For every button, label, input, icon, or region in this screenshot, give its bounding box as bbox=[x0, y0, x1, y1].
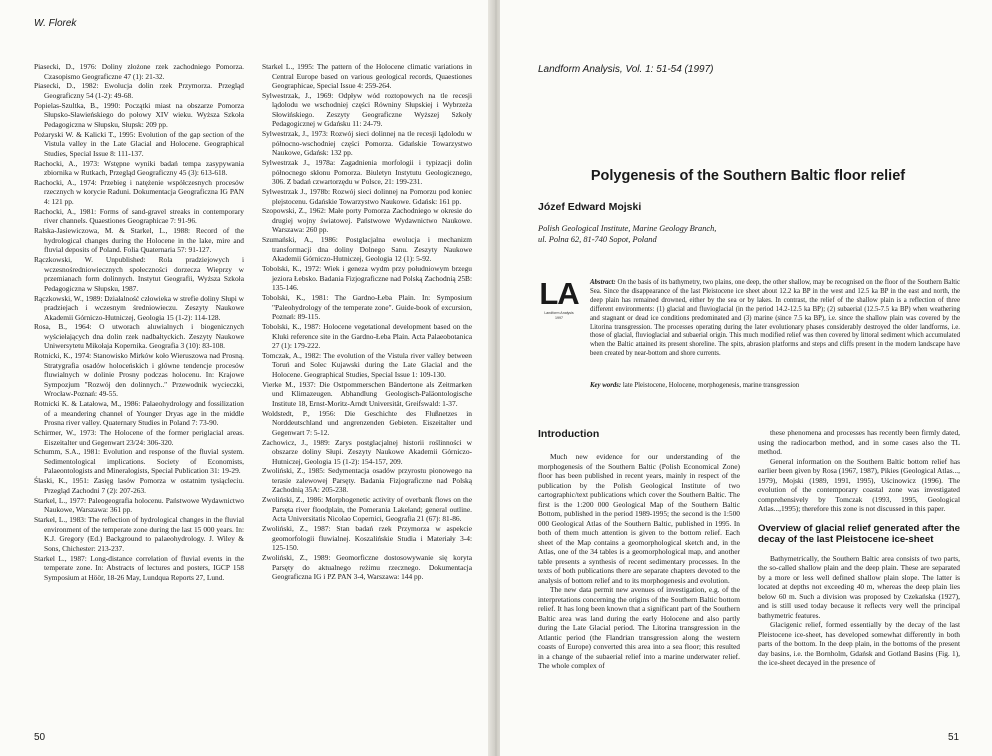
affiliation-line-2: ul. Polna 62, 81-740 Sopot, Poland bbox=[538, 235, 657, 244]
body-paragraph: Much new evidence for our understanding of the morphogenesis of the Southern Baltic (Polish Economical Zone) floor has been published in recent years, mainly in respect of the publication by the Polish Geological Institute of two cartographic/text publications which cover the Southern Baltic. The first is the 1:200 000 Geological Map of the Southern Baltic Bottom, published in the period 1989-1995; the second is the 1:500 000 Geological Atlas of the Southern Baltic, published in 1995. In both of them much attention is given to the bottom relief. Each sheet of the Map contains a geomorphological sketch and, in the Atlas, one of the 34 tables is a geomorphological map, and another table presents a synthesis of recent sedimentary processes. In the texts of both publications there are separate chapters devoted to the analysis of bottom relief and to its morphogenesis and evolution. bbox=[538, 452, 740, 585]
keywords-label: Key words: bbox=[590, 382, 622, 389]
reference-entry: Ralska-Jasiewiczowa, M. & Starkel, L., 1988: Record of the hydrological changes during the Holocene in the lake, mire and fluvial deposits of Poland. Folia Quaternaria 57: 91-127. bbox=[34, 226, 244, 255]
reference-entry: Tobolski, K., 1987: Holocene vegetational development based on the Kluki reference site in the Gardno-Łeba Plain. Acta Palaeobotanica 27 (1): 179-222. bbox=[262, 322, 472, 351]
page-number-left: 50 bbox=[34, 732, 46, 743]
journal-logo-mark: LA bbox=[539, 276, 579, 311]
author-affiliation bbox=[538, 223, 768, 245]
reference-entry: Starkel, L., 1977: Paleogeografia holocenu. Państwowe Wydawnictwo Naukowe, Warszawa: 361 pp. bbox=[34, 495, 244, 515]
reference-entry: Woldstedt, P., 1956: Die Geschichte des Flußnetzes in Norddeutschland und angrenzenden Gebieten. Eiszeitalter und Gegenwart 7: 5-12. bbox=[262, 408, 472, 437]
reference-entry: Sylwestrzak, J., 1969: Odpływ wód roztopowych na tle recesji lądolodu we wschodniej części Równiny Słupskiej i Wybrzeża Słowińskiego. Zeszyty Geograficzne Wyższej Szkoły Pedagogicznej w Gdańsku 11: 24-79. bbox=[262, 90, 472, 129]
reference-entry: Zwoliński, Z., 1989: Geomorficzne dostosowywanie się koryta Parsęty do aktualnego reżimu rzecznego. Dokumentacja Geograficzna IG i PZ PAN 3-4, Warszawa: 144 pp. bbox=[262, 553, 472, 582]
reference-entry: Rosa, B., 1964: O utworach aluwialnych i biogenicznych wyściełających dna dolin rzek nadbałtyckich. Zeszyty Naukowe Uniwersytetu Mikołaja Kopernika. Geografia 3 (10): 83-108. bbox=[34, 322, 244, 351]
reference-entry: Zwoliński, Z., 1987: Stan badań rzek Przymorza w aspekcie geomorfologii fluwialnej. Koszalińskie Studia i Materiały 3-4: 125-150. bbox=[262, 524, 472, 553]
logo-caption-line-2: 1997 bbox=[555, 315, 563, 320]
body-paragraph: General information on the Southern Baltic bottom relief has earlier been given by Rosa (1967, 1987), Pikies (Geological Atlas..., 1979), Mojski (1989, 1991, 1995), Uścinowicz (1996). The evolution of the contemporary coastal zone was investigated comprehensively by Tomczak (1993, 1995, Geological Atlas...,1995); therefore this zone is not discussed in this paper. bbox=[758, 456, 960, 513]
reference-entry: Rachocki, A., 1981: Forms of sand-gravel streaks in contemporary river channels. Quaestiones Geographicae 7: 91-96. bbox=[34, 206, 244, 226]
reference-entry: Zwoliński, Z., 1985: Sedymentacja osadów przyrostu pionowego na terasie zalewowej Parsęty. Badania Fizjograficzne nad Polską Zachodnią 35A: 205-238. bbox=[262, 466, 472, 495]
reference-entry: Piasecki, D., 1982: Ewolucja dolin rzek Przymorza. Przegląd Geograficzny 54 (1-2): 49-68. bbox=[34, 81, 244, 100]
running-head-left: W. Florek bbox=[34, 18, 77, 29]
article-title: Polygenesis of the Southern Baltic floor relief bbox=[590, 168, 906, 184]
logo-caption-line-1: Landform Analysis bbox=[544, 311, 574, 315]
page-number-right: 51 bbox=[948, 732, 960, 743]
keywords bbox=[590, 382, 960, 389]
reference-entry: Sylwestrzak J., 1978b: Rozwój sieci dolinnej na Pomorzu pod koniec plejstocenu. Gdańskie Towarzystwo Naukowe. Gdańsk: 161 pp. bbox=[262, 187, 472, 206]
reference-entry: Rachocki, A., 1973: Wstępne wyniki badań tempa zasypywania zbiornika w Rutkach, Przegląd Geograficzny 45 (3): 613-618. bbox=[34, 158, 244, 178]
body-paragraph: Glacigenic relief, formed essentially by the decay of the last Pleistocene ice-sheet, has developed somewhat differently in both parts of the bottom. In the deep plain, in the bottoms of the present day basins, i.e. the Bornholm, Gdańsk and Gotland Basins (Fig. 1), the ice-sheet decayed in the presence of bbox=[758, 620, 960, 667]
introduction-heading: Introduction bbox=[538, 428, 600, 440]
reference-entry: Szopowski, Z., 1962: Małe porty Pomorza Zachodniego w okresie do drugiej wojny światowej. Państwowe Wydawnictwo Naukowe. Warszawa: 260 pp. bbox=[262, 206, 472, 235]
reference-entry: Zwoliński, Z., 1986: Morphogenetic activity of overbank flows on the Parsęta river floodplain, the Pomerania Lakeland; general outline. Acta Universitatis Nicolao Copernici, Geografia 21 (67): 81-86. bbox=[262, 495, 472, 524]
reference-entry: Tomczak, A., 1982: The evolution of the Vistula river valley between Toruń and Solec Kujawski during the Late Glacial and the Holocene. Geographical Studies, Special Issue 1: 109-130. bbox=[262, 350, 472, 379]
journal-logo bbox=[534, 278, 584, 320]
references-column-2 bbox=[262, 62, 472, 582]
body-paragraph: The new data permit new avenues of investigation, e.g. of the interpretations concerning the origins of the Southern Baltic bottom relief. It has long been known that a significant part of the Southern Baltic area was land during the early Holocene and also partly during the Late Glacial period. The Litorina transgression in the Atlantic period (the Flandrian transgression along the western coasts of Europe) converted this area into a sea floor; this resulted in a change of the subaerial relief into a marine underwater relief. The whole complex of bbox=[538, 585, 740, 670]
reference-entry: Zachowicz, J., 1989: Zarys postglacjalnej historii roślinności w obszarze doliny Słupi. Zeszyty Naukowe Akademii Górniczo-Hutniczej, Geologia 15 (1-2): 154-157, 209. bbox=[262, 437, 472, 466]
right-page bbox=[500, 0, 992, 756]
reference-entry: Sylwestrzak J., 1978a: Zagadnienia morfologii i typizacji dolin północnego skłonu Pomorza. Biuletyn Instytutu Geologicznego, 306. Z badań czwartorzędu w Polsce, 21: 199-231. bbox=[262, 158, 472, 187]
column-2-intro bbox=[758, 428, 960, 514]
reference-entry: Rachocki, A., 1974: Przebieg i natężenie współczesnych procesów rzecznych w korycie Raduni. Dokumentacja Geograficzna IG PAN 4: 121 pp. bbox=[34, 177, 244, 206]
reference-entry: Rączkowski, W., 1989: Działalność człowieka w strefie doliny Słupi w pradziejach i wczesnym średniowieczu. Zeszyty Naukowe Akademii Górniczo-Hutniczej, Geologia 15 (1-2): 114-128. bbox=[34, 293, 244, 322]
reference-entry: Szumański, A., 1986: Postglacjalna ewolucja i mechanizm transformacji dna doliny Dolnego Sanu. Zeszyty Naukowe Akademii Górniczo-Hutniczej, Geologia 12 (1): 5-92. bbox=[262, 235, 472, 264]
reference-entry: Starkel, L., 1983: The reflection of hydrological changes in the fluvial environment of the temperate zone during the last 15 000 years. In: K.J. Gregory (Ed.) Background to palaeohydrology. J. Wiley & Sons, Chichester: 213-237. bbox=[34, 515, 244, 553]
reference-entry: Pożaryski W. & Kalicki T., 1995: Evolution of the gap section of the Vistula valley in the Late Glacial and Holocene. Geographical Studies, Special Issue 8: 111-137. bbox=[34, 129, 244, 158]
reference-entry: Rączkowski, W. Unpublished: Rola pradziejowych i wczesnośredniowiecznych społeczności dorzecza Wieprzy w przemianach form dolinnych. Instytut Geografii, Wyższa Szkoła Pedagogiczna w Słupsku, 1987. bbox=[34, 255, 244, 293]
reference-entry: Starkel L., 1995: The pattern of the Holocene climatic variations in Central Europe based on various geological records, Quaestiones Geographicae, Special Issue 4: 259-264. bbox=[262, 62, 472, 90]
overview-heading: Overview of glacial relief generated after the decay of the last Pleistocene ice-sheet bbox=[758, 522, 960, 545]
body-column-2 bbox=[758, 428, 960, 668]
abstract bbox=[590, 279, 960, 359]
keywords-text: late Pleistocene, Holocene, morphogenesis, marine transgression bbox=[622, 382, 800, 389]
reference-entry: Tobolski, K., 1972: Wiek i geneza wydm przy południowym brzegu jeziora Łebsko. Badania Fizjograficzne nad Polską Zachodnią 25B: 135-146. bbox=[262, 264, 472, 293]
article-author: Józef Edward Mojski bbox=[538, 201, 642, 213]
reference-entry: Piasecki, D., 1976: Doliny złożone rzek zachodniego Pomorza. Czasopismo Geograficzne 47 (1): 21-32. bbox=[34, 62, 244, 81]
left-page bbox=[0, 0, 492, 756]
body-paragraph: these phenomena and processes has recently been firmly dated, using the radiocarbon method, and in some cases also the TL method. bbox=[758, 428, 960, 456]
reference-entry: Sylwestrzak, J., 1973: Rozwój sieci dolinnej na tle recesji lądolodu w północno-wschodniej części Pomorza. Gdańskie Towarzystwo Naukowe, Gdańsk: 132 pp. bbox=[262, 129, 472, 158]
journal-logo-caption bbox=[534, 311, 584, 320]
overview-body bbox=[758, 554, 960, 668]
body-paragraph: Bathymetrically, the Southern Baltic area consists of two parts, the so-called shallow plain and the deep plain. These are separated by a more or less well defined shallow plain slope. The latter is located at depths not exceeding 40 m, whereas the deep plain lies below 60 m. Such a division was proposed by Czekańska (1927), and is still used today because it reflects very well the principal bathymetric features. bbox=[758, 553, 960, 620]
reference-entry: Ślaski, K., 1951: Zasięg lasów Pomorza w ostatnim tysiącleciu. Przegląd Zachodni 7 (2): 207-263. bbox=[34, 476, 244, 495]
reference-entry: Rotnicki, K., 1974: Stanowisko Mirków koło Wieruszowa nad Prosną. Stratygrafia osadów holoceńskich i główne tendencje procesów fluwialnych w dolinie Prosny podczas holocenu. In: Krajowe Sympozjum "Rozwój den dolinnych.." Przewodnik wycieczki, Wrocław-Poznań: 49-55. bbox=[34, 351, 244, 399]
reference-entry: Popielas-Szultka, B., 1990: Początki miast na obszarze Pomorza Słupsko-Sławieńskiego do połowy XIV wieku. Wyższa Szkoła Pedagogiczna w Słupsku, Słupsk: 209 pp. bbox=[34, 100, 244, 129]
abstract-label: Abstract: bbox=[590, 279, 616, 286]
reference-entry: Vierke M., 1937: Die Ostpommerschen Bändertone als Zeitmarken und Klimazeugen. Abhandlung Geologisch-Paläontologische Institute 18, Ernst-Moritz-Arndt Universität, Greifswald: 1-37. bbox=[262, 379, 472, 408]
reference-entry: Starkel L., 1987: Long-distance correlation of fluvial events in the temperate zone. In: Abstracts of lectures and posters, IGCP 158 Symposium at Höör, 18-26 May, Lundqua Reports 27, Lund. bbox=[34, 553, 244, 582]
body-column-1 bbox=[538, 452, 740, 671]
affiliation-line-1: Polish Geological Institute, Marine Geology Branch, bbox=[538, 224, 717, 233]
reference-entry: Schirmer, W., 1973: The Holocene of the former periglacial areas. Eiszeitalter und Gegenwart 23/24: 306-320. bbox=[34, 428, 244, 447]
references-column-1 bbox=[34, 62, 244, 582]
running-head-right: Landform Analysis, Vol. 1: 51-54 (1997) bbox=[538, 64, 714, 75]
reference-entry: Tobolski, K., 1981: The Gardno-Łeba Plain. In: Symposium "Paleohydrology of the temperate zone". Guide-book of excursion, Poznań: 89-115. bbox=[262, 293, 472, 322]
reference-entry: Rotnicki K. & Latałowa, M., 1986: Palaeohydrology and fossilization of a meandering channel of Younger Dryas age in the middle Prosna river valley. Quaternary Studies in Poland 7: 73-90. bbox=[34, 399, 244, 428]
abstract-text: On the basis of its bathymetry, two plains, one deep, the other shallow, may be recognised on the floor of the Southern Baltic Sea. Since the disappearance of the last Pleistocene ice sheet about 12.2 ka BP in the west and 12.5 ka BP in the east and north, the deep plain has remained drowned, either by the sea or by lakes. In contrast, the relief of the shallow plain is a reflection of three different environments: (1) glacial and fluvioglacial (in the period 14.2-12.5 ka BP); (2) subaerial (12.5-7.5 ka BP) when weathering and stagnant or dead ice conditions predominated and (3) marine (since 7.5 ka BP), i.e. since the shallow plain was covered by the Litorina transgression. The processes operating during the later evolutionary phases considerably destroyed the older landforms, i.e. those of glacial, fluvioglacial and subaerial origin. This much modified relief was then covered by littoral sediment which accumulated when the Baltic attained its present shoreline. The spits, abrasion platforms and steps and cliffs present in the modern landscape have been created by near-bottom and shore currents. bbox=[590, 279, 961, 358]
reference-entry: Schumm, S.A., 1981: Evolution and response of the fluvial system. Sedimentological implications. Society of Economists, Palaeontologists and Mineralogists, Special Publication 31: 19-29. bbox=[34, 447, 244, 476]
